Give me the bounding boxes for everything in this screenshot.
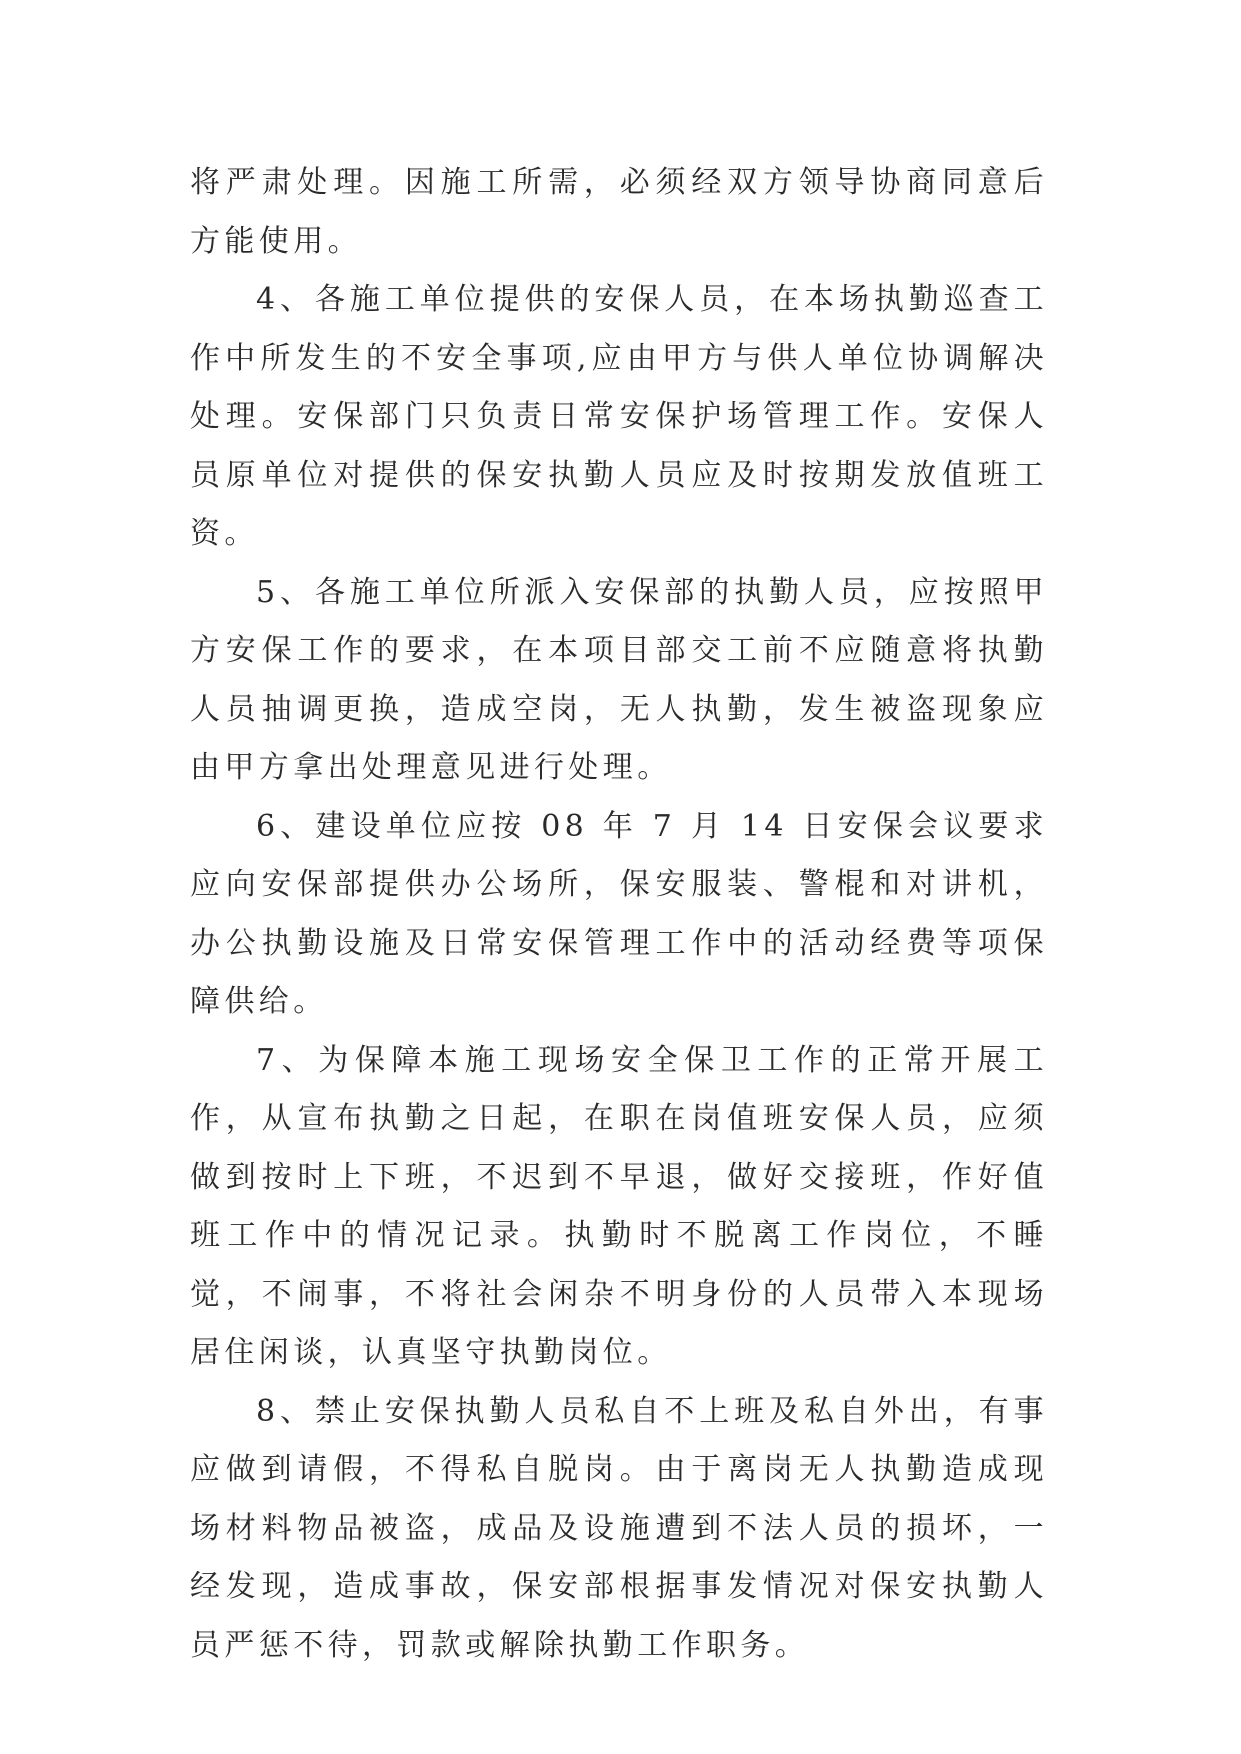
document-body [190,154,1048,1675]
paragraph-continuation: 将严肃处理。因施工所需，必须经双方领导协商同意后方能使用。 [190,165,1048,259]
paragraph-item-5: 5、各施工单位所派入安保部的执勤人员，应按照甲方安保工作的要求，在本项目部交工前不应随意将执勤人员抽调更换，造成空岗，无人执勤，发生被盗现象应由甲方拿出处理意见进行处理。 [190,574,1048,785]
paragraph-item-6: 6、建设单位应按 08 年 7 月 14 日安保会议要求应向安保部提供办公场所，保安服装、警棍和对讲机，办公执勤设施及日常安保管理工作中的活动经费等项保障供给。 [190,808,1048,1019]
paragraph-item-4: 4、各施工单位提供的安保人员，在本场执勤巡查工作中所发生的不安全事项,应由甲方与供人单位协调解决处理。安保部门只负责日常安保护场管理工作。安保人员原单位对提供的保安执勤人员应及时按期发放值班工资。 [190,282,1048,551]
paragraph-item-7: 7、为保障本施工现场安全保卫工作的正常开展工作，从宣布执勤之日起，在职在岗值班安保人员，应须做到按时上下班，不迟到不早退，做好交接班，作好值班工作中的情况记录。执勤时不脱离工作岗位，不睡觉，不闹事，不将社会闲杂不明身份的人员带入本现场居住闲谈，认真坚守执勤岗位。 [190,1042,1048,1370]
paragraph-item-8: 8、禁止安保执勤人员私自不上班及私自外出，有事应做到请假，不得私自脱岗。由于离岗无人执勤造成现场材料物品被盗，成品及设施遭到不法人员的损坏，一经发现，造成事故，保安部根据事发情况对保安执勤人员严惩不待，罚款或解除执勤工作职务。 [190,1393,1048,1663]
